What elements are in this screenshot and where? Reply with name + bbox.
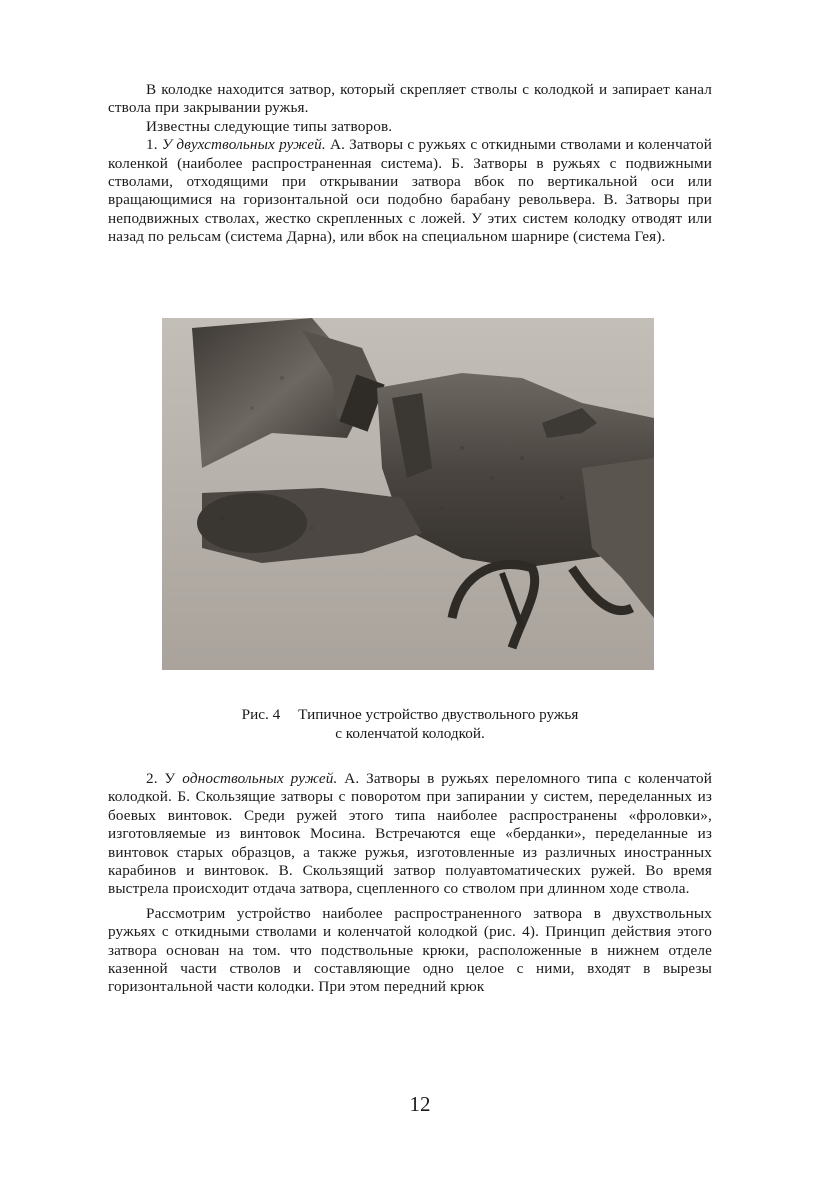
caption-line-1 <box>108 706 712 725</box>
paragraph-single-barrel <box>108 770 712 899</box>
paragraph-bolt-types: Известны следующие типы затворов. <box>146 117 393 135</box>
figure-caption <box>108 706 712 743</box>
paragraph-double-barrel <box>108 136 712 246</box>
text-block-top <box>108 81 712 247</box>
caption-line-2: с коленчатой колодкой. <box>335 724 485 742</box>
page-number: 12 <box>409 1092 431 1116</box>
paragraph-bolt-intro: В колодке находится затвор, который скрепляет стволы с колодкой и запирает канал ствола при закрывании ружья. <box>108 81 712 117</box>
text-block-lower <box>108 770 712 997</box>
figure-photo-shotgun-action <box>162 318 654 670</box>
paragraph-bolt-principle: Рассмотрим устройство наиболее распространенного затвора в двухствольных ружьях с откидными стволами и коленчатой колодкой (рис. 4). Принцип действия этого затвора основан на том. что подствольные крюки, расположенные в нижнем отделе казенной части стволов и составляющие одно целое с ними, входят в вырезы горизонтальной части колодки. При этом передний крюк <box>108 904 712 996</box>
list-number: 1. <box>146 136 158 154</box>
paragraph-text: А. Затворы с ружьях с откидными стволами и коленчатой коленкой (наиболее распространенная система). Б. Затворы в ружьях с подвижными стволами, отходящими при открывании затвора вбок по вертикальной оси или вращающимися на горизонтальной оси подобно барабану револьвера. В. Затворы при неподвижных стволах, жестко скрепленных с ложей. У этих систем колодку отводят или назад по рельсам (система Дарна), или вбок на специальном шарнире (система Гея). <box>108 136 712 246</box>
italic-heading: У двухствольных ружей. <box>161 136 326 154</box>
paragraph-text: А. Затворы в ружьях переломного типа с коленчатой колодкой. Б. Скользящие затворы с поворотом при запирании у систем, переделанных из боевых винтовок. Среди ружей этого типа наиболее распространены «фроловки», изготовляемые из винтовок Мосина. Встречаются еще «берданки», переделанные из винтовок старых образцов, а также ружья, изготовленные из различных иностранных карабинов и винтовок. В. Скользящий затвор полуавтоматических ружей. Во время выстрела происходит отдача затвора, сцепленного со стволом при длинном ходе ствола. <box>108 770 712 898</box>
list-number: 2. У <box>146 770 176 787</box>
italic-heading: одноствольных ружей. <box>182 770 338 787</box>
shotgun-photo-illustration <box>162 318 654 670</box>
caption-text-1: Типичное устройство двуствольного ружья <box>298 706 579 723</box>
figure-label: Рис. 4 <box>241 706 281 723</box>
